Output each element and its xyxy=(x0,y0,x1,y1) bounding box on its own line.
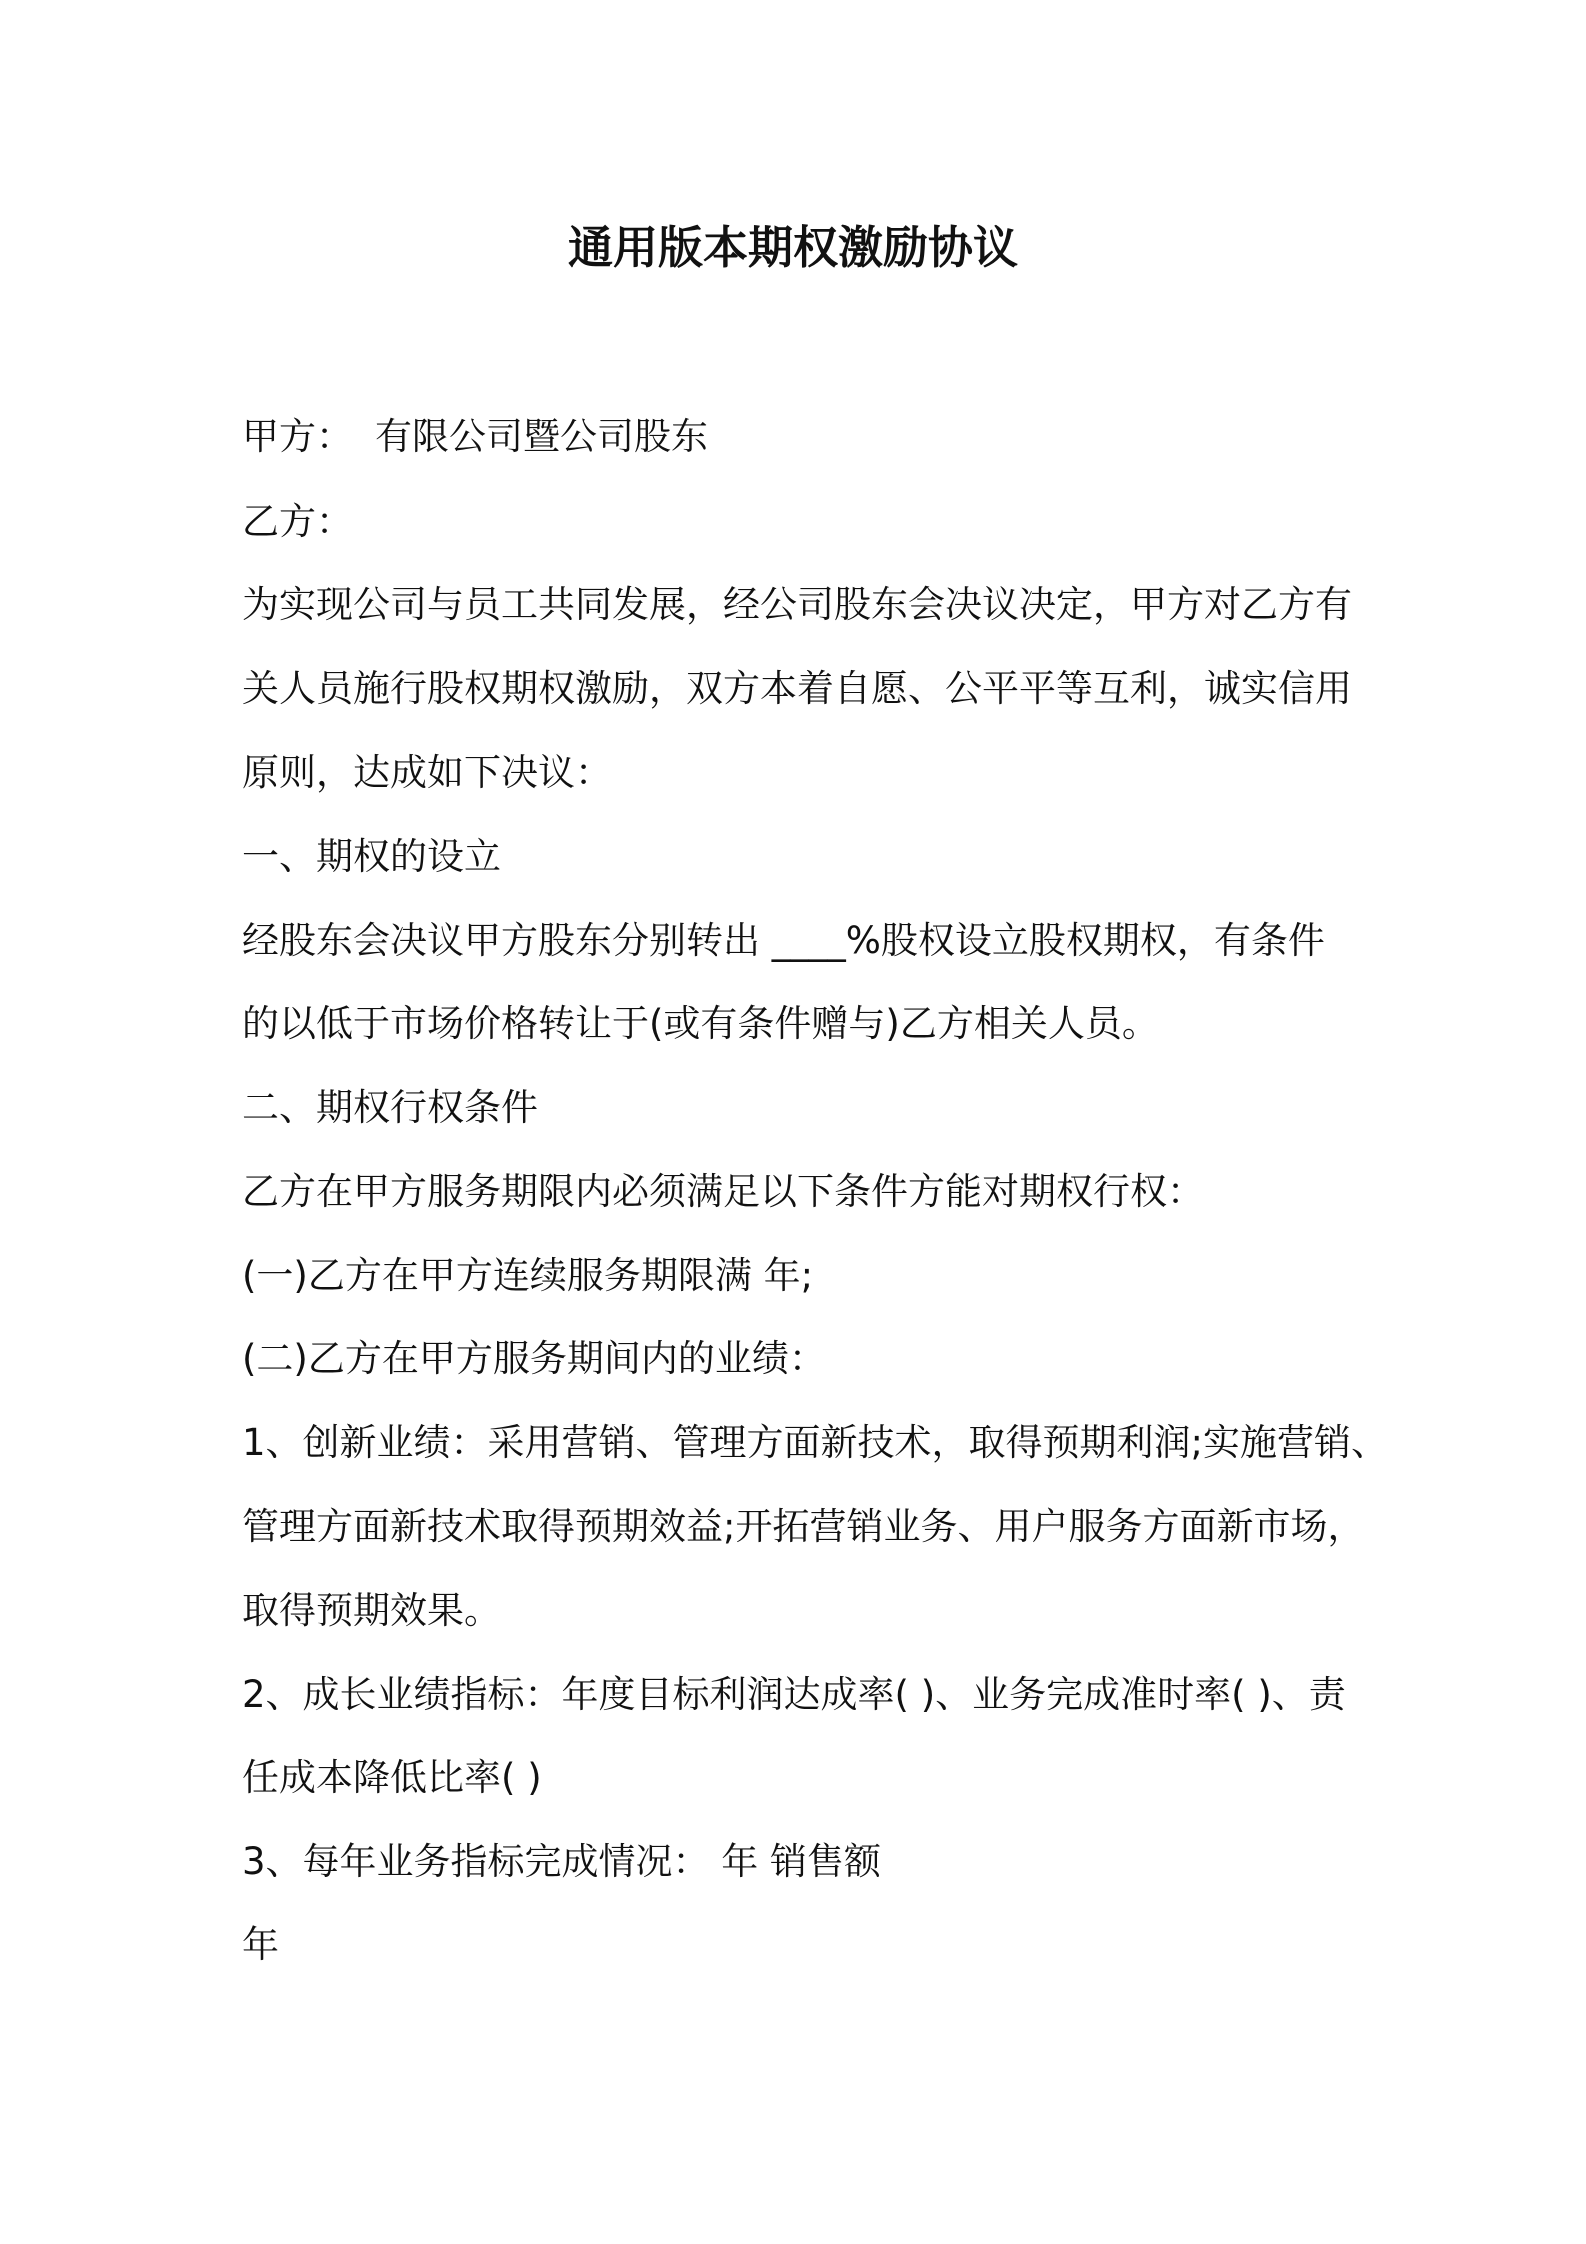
body-line: 管理方面新技术取得预期效益;开拓营销业务、用户服务方面新市场， xyxy=(242,1505,1365,1548)
party-b-line xyxy=(242,497,353,547)
section-heading: 二、期权行权条件 xyxy=(242,1086,538,1129)
body-line: 3、每年业务指标完成情况： 年 销售额 xyxy=(242,1840,882,1883)
body-line: 经股东会决议甲方股东分别转出 ____%股权设立股权期权，有条件 xyxy=(242,919,1325,962)
section-heading: 一、期权的设立 xyxy=(242,835,501,878)
body-line: (一)乙方在甲方连续服务期限满 年; xyxy=(242,1254,814,1297)
party-b-label: 乙方： xyxy=(242,500,353,543)
body-line: 乙方在甲方服务期限内必须满足以下条件方能对期权行权： xyxy=(242,1170,1204,1213)
party-a-value: 有限公司暨公司股东 xyxy=(375,415,708,458)
party-a-label: 甲方： xyxy=(242,415,353,458)
body-line: 的以低于市场价格转让于(或有条件赠与)乙方相关人员。 xyxy=(242,1002,1159,1045)
body-line: 任成本降低比率( ) xyxy=(242,1756,542,1799)
body-line: (二)乙方在甲方服务期间内的业绩： xyxy=(242,1337,826,1380)
body-line: 原则，达成如下决议： xyxy=(242,751,612,794)
body-line: 2、成长业绩指标：年度目标利润达成率( )、业务完成准时率( )、责 xyxy=(242,1673,1346,1716)
body-line: 1、创新业绩：采用营销、管理方面新技术，取得预期利润;实施营销、 xyxy=(242,1421,1389,1464)
body-line: 年 xyxy=(242,1923,279,1966)
document-title: 通用版本期权激励协议 xyxy=(567,221,1018,274)
body-line: 取得预期效果。 xyxy=(242,1589,501,1632)
body-line: 关人员施行股权期权激励，双方本着自愿、公平平等互利，诚实信用 xyxy=(242,667,1352,710)
party-a-line xyxy=(242,412,708,462)
body-line: 为实现公司与员工共同发展，经公司股东会决议决定，甲方对乙方有 xyxy=(242,583,1352,626)
